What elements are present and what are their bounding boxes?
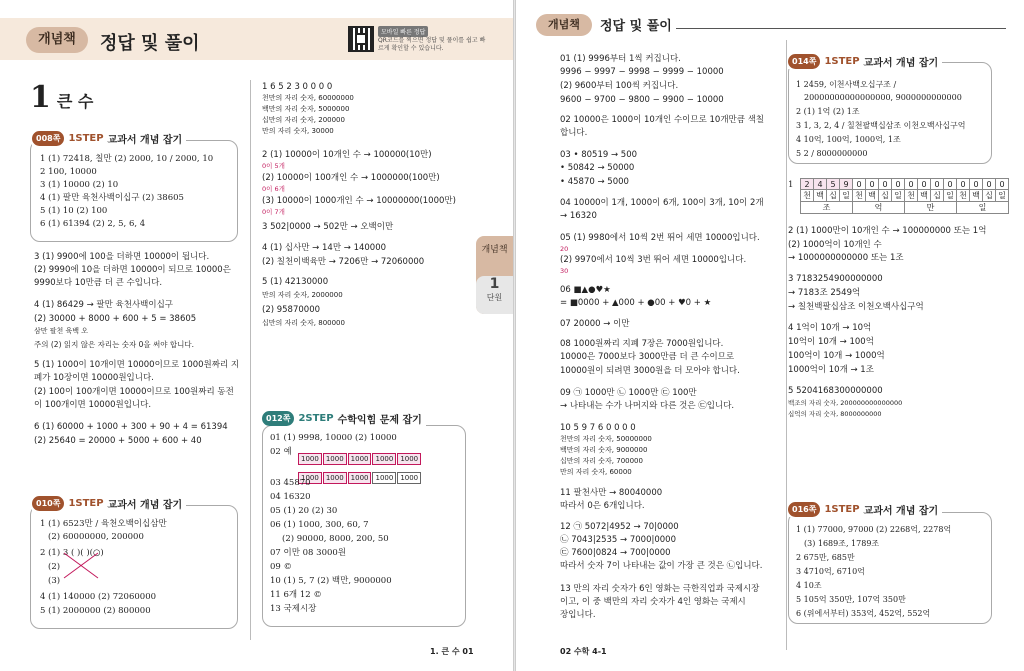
answer-line: 5 (1) 2000000 (2) 800000 (40, 606, 151, 616)
answer-line: 04 16320 (270, 492, 311, 502)
explanation-line: (2) 30000 + 8000 + 600 + 5 = 38605 (34, 314, 197, 324)
explanation-line: 9990보다 10만큼 더 큰 수입니다. (34, 278, 163, 288)
explanation-line: 백만의 자리 숫자, 9000000 (560, 446, 648, 454)
explanation-line: 10000원이 되려면 3000원을 더 모아야 합니다. (560, 366, 740, 376)
explanation-line: → 16320 (560, 211, 597, 221)
table-digit-cell: 2 (801, 179, 814, 190)
explanation-line: 10억이 10개 → 100억 (788, 337, 874, 347)
answer-line: 13 국제시장 (270, 604, 317, 614)
answer-line: 4 (1) 팔만 육천사백이십구 (2) 38605 (40, 193, 184, 203)
table-unit-cell: 일 (892, 190, 905, 202)
section-title (30, 80, 93, 115)
column-divider (250, 80, 251, 640)
explanation-line: 09 ㉠ 1000만 ㉡ 1000만 ㉢ 100만 (560, 388, 697, 398)
answer-line: 11 6개 12 © (270, 590, 322, 600)
page-badge: 014쪽 (788, 54, 820, 69)
cell: 1000 (397, 453, 421, 465)
table-group-cell: 만 (905, 202, 957, 214)
explanation-line: 만의 자리 숫자, 30000 (262, 127, 334, 135)
answer-line: 05 (1) 20 (2) 30 (270, 506, 338, 516)
table-group-cell: 억 (853, 202, 905, 214)
chapter-number-tab[interactable] (476, 276, 513, 314)
explanation-line: → 1000000000000 또는 1조 (788, 253, 904, 263)
explanation-line: → 나타내는 수가 나머지와 다른 것은 ㉢입니다. (560, 401, 735, 411)
page-badge: 008쪽 (32, 131, 64, 146)
explanation-line: (2) 1000억이 10개인 수 (788, 240, 882, 250)
explanation-line: 20 (560, 245, 569, 253)
table-unit-cell: 천 (853, 190, 866, 202)
explanation-line: 십만의 자리 숫자, 200000 (262, 116, 345, 124)
cell: 1000 (298, 472, 322, 484)
answer-line: 4 10억, 100억, 1000억, 1조 (796, 135, 901, 144)
step-label: 1STEP (824, 56, 860, 67)
qr-badge: 모바일 빠른 정답 (378, 26, 428, 37)
explanation-line: 6 (1) 60000 + 1000 + 300 + 90 + 4 = 61394 (34, 422, 228, 432)
cell: 1000 (348, 472, 372, 484)
explanation-line: 4 1억이 10개 → 10억 (788, 323, 872, 333)
table-group-cell: 일 (957, 202, 1009, 214)
explanation-line: 3 502|0000 → 502만 → 오백이만 (262, 222, 394, 232)
answer-line: 1 (1) 6523만 / 육천오백이십삼만 (40, 519, 167, 529)
answer-line: 2 100, 10000 (40, 167, 97, 177)
table-digit-cell: 0 (944, 179, 957, 190)
explanation-line: 이 100개이면 10000원입니다. (34, 400, 152, 410)
explanation-line: 백조의 자리 숫자, 200000000000000 (788, 399, 903, 407)
explanation-line: 9600 − 9700 − 9800 − 9900 − 10000 (560, 95, 724, 105)
side-tab-label: 개념책 (481, 245, 508, 255)
explanation-line: 10000은 7000보다 3000만큼 더 큰 수이므로 (560, 352, 735, 362)
explanation-line: 0이 5개 (262, 162, 285, 170)
explanation-line: 3 (1) 9900에 100을 더하면 10000이 됩니다. (34, 252, 210, 262)
explanation-line: 따라서 0은 6개입니다. (560, 501, 645, 511)
table-unit-cell: 십 (827, 190, 840, 202)
explanation-line: 08 1000원짜리 지폐 7장은 7000원입니다. (560, 339, 724, 349)
table-unit-cell: 천 (801, 190, 814, 202)
side-tab-unit: 단원 (486, 293, 503, 302)
answer-line: 1 (1) 77000, 97000 (2) 2268억, 2278억 (796, 525, 952, 534)
box-title: 교과서 개념 잡기 (107, 500, 183, 511)
explanation-line: 1 6 5 2 3 0 0 0 0 (262, 82, 333, 92)
explanation-line: • 50842 → 50000 (560, 163, 635, 173)
table-digit-cell: 0 (957, 179, 970, 190)
table-digit-cell: 0 (853, 179, 866, 190)
answer-number: 1 (788, 180, 794, 190)
explanation-line: (2) 100이 100개이면 10000이므로 100원짜리 동전 (34, 387, 234, 397)
explanation-line: ㉡ 7043|2535 → 7000|0000 (560, 535, 676, 545)
table-unit-cell: 백 (970, 190, 983, 202)
page-badge: 010쪽 (32, 496, 64, 511)
concept-book-tag: 개념책 (536, 14, 592, 36)
explanation-line: 십만의 자리 숫자, 800000 (262, 319, 345, 327)
table-digit-cell: 0 (918, 179, 931, 190)
table-digit-cell: 0 (931, 179, 944, 190)
box-header (788, 54, 942, 69)
page-title: 정답 및 풀이 (600, 19, 672, 34)
explanation-line: 삼만 팔천 육백 오 (34, 327, 89, 335)
explanation-line: 이고, 이 중 백만의 자리 숫자가 4인 영화는 국제시 (560, 597, 746, 607)
note-line: 주의 (2) 읽지 않은 자리는 숫자 0을 써야 합니다. (34, 340, 195, 349)
answer-line: 6 (1) 61394 (2) 2, 5, 6, 4 (40, 219, 146, 229)
table-unit-cell: 일 (840, 190, 853, 202)
answer-line: 2 (1) 3 ( )( )(○) (40, 548, 104, 558)
explanation-line: 장입니다. (560, 610, 596, 620)
explanation-line: → 칠천백팔십삼조 이천오백사십구억 (788, 302, 924, 312)
explanation-line: 03 • 80519 → 500 (560, 150, 638, 160)
page-badge: 012쪽 (262, 411, 294, 426)
explanation-line: 따라서 숫자 7이 나타내는 값이 가장 큰 것은 ㉡입니다. (560, 561, 763, 571)
box-title: 수학익힘 문제 잡기 (337, 415, 422, 426)
box-title: 교과서 개념 잡기 (107, 135, 183, 146)
explanation-line: (2) 칠천이백육만 → 7206만 → 72060000 (262, 257, 425, 267)
explanation-line: 1000억이 10개 → 1조 (788, 365, 874, 375)
explanation-line: 합니다. (560, 128, 588, 138)
explanation-line: 5 5204168300000000 (788, 386, 883, 396)
explanation-line: 2 (1) 1000만이 10개인 수 → 100000000 또는 1억 (788, 226, 987, 236)
table-digit-cell: 0 (892, 179, 905, 190)
cell: 1000 (348, 453, 372, 465)
cell: 1000 (323, 453, 347, 465)
box-title: 교과서 개념 잡기 (863, 506, 939, 517)
table-unit-cell: 십 (879, 190, 892, 202)
side-tab-number: 1 (489, 276, 500, 292)
explanation-line: = ■0000 + ▲000 + ●00 + ♥0 + ★ (560, 298, 712, 308)
explanation-line: 10 5 9 7 6 0 0 0 0 (560, 423, 636, 433)
answer-line: 01 (1) 9998, 10000 (2) 10000 (270, 433, 397, 443)
page-footer: 1. 큰 수 01 (430, 647, 474, 656)
table-unit-cell: 천 (957, 190, 970, 202)
cell: 1000 (372, 472, 396, 484)
answer-line: 3 4710억, 6710억 (796, 567, 865, 576)
table-digit-cell: 4 (814, 179, 827, 190)
explanation-line: 십억의 자리 숫자, 8000000000 (788, 410, 882, 418)
table-unit-cell: 일 (944, 190, 957, 202)
table-digit-cell: 0 (970, 179, 983, 190)
title-rule (676, 28, 1006, 29)
answer-line: 07 이만 08 3000원 (270, 548, 347, 558)
table-unit-cell: 십 (931, 190, 944, 202)
answer-line: 10 (1) 5, 7 (2) 백만, 9000000 (270, 576, 392, 586)
answer-line: (2) (48, 562, 61, 572)
answer-line: 5 (1) 10 (2) 100 (40, 206, 108, 216)
explanation-line: 05 (1) 9980에서 10씩 2번 뛰어 세면 10000입니다. (560, 233, 760, 243)
column-divider (786, 40, 787, 650)
table-unit-cell: 백 (814, 190, 827, 202)
explanation-line: 07 20000 → 이만 (560, 319, 630, 329)
answer-line: (2) 90000, 8000, 200, 50 (282, 534, 389, 544)
explanation-line: 십만의 자리 숫자, 700000 (560, 457, 643, 465)
cells-grid (298, 446, 458, 484)
table-digit-cell: 9 (840, 179, 853, 190)
cell: 1000 (298, 453, 322, 465)
qr-code-icon[interactable] (348, 26, 374, 52)
cell: 1000 (323, 472, 347, 484)
explanation-line: (2) 95870000 (262, 305, 321, 315)
answer-line: 2 675만, 685만 (796, 553, 855, 562)
box-header (32, 131, 186, 146)
table-digit-cell: 0 (879, 179, 892, 190)
answer-line: 3 (1) 10000 (2) 10 (40, 180, 119, 190)
explanation-line: 천만의 자리 숫자, 50000000 (560, 435, 652, 443)
cell: 1000 (372, 453, 396, 465)
table-unit-cell: 백 (866, 190, 879, 202)
table-digit-cell: 0 (983, 179, 996, 190)
explanation-line: 11 팔천사만 → 80040000 (560, 488, 663, 498)
explanation-line: 폐가 10장이면 10000원입니다. (34, 373, 154, 383)
explanation-line: 0이 6개 (262, 185, 285, 193)
explanation-line: 4 (1) 십사만 → 14만 → 140000 (262, 243, 387, 253)
box-title: 교과서 개념 잡기 (863, 58, 939, 69)
explanation-line: • 45870 → 5000 (560, 177, 629, 187)
table-unit-cell: 일 (996, 190, 1009, 202)
table-unit-cell: 백 (918, 190, 931, 202)
explanation-line: 5 (1) 1000이 10개이면 10000이므로 1000원짜리 지 (34, 360, 240, 370)
table-unit-cell: 십 (983, 190, 996, 202)
answer-line: (3) (48, 576, 61, 586)
page-badge: 016쪽 (788, 502, 820, 517)
step-label: 2STEP (298, 413, 334, 424)
explanation-line: 만의 자리 숫자, 60000 (560, 468, 632, 476)
table-digit-cell: 0 (866, 179, 879, 190)
cell: 1000 (397, 472, 421, 484)
answer-line: (3) 1689조, 1789조 (804, 539, 880, 548)
place-value-table (800, 178, 1009, 214)
explanation-line: (2) 10000이 100개인 수 → 1000000(100만) (262, 173, 440, 183)
explanation-line: 04 10000이 1개, 1000이 6개, 100이 3개, 10이 2개 (560, 198, 764, 208)
page-footer: 02 수학 4-1 (560, 647, 607, 656)
box-header (262, 411, 426, 426)
answer-line: 20000000000000000, 9000000000000 (804, 93, 962, 102)
explanation-line: 0이 7개 (262, 208, 285, 216)
explanation-line: 06 ■▲●♥★ (560, 285, 611, 295)
explanation-line: 13 만의 자리 숫자가 6인 영화는 극한직업과 국제시장 (560, 584, 760, 594)
explanation-line: 만의 자리 숫자, 2000000 (262, 291, 343, 299)
qr-description: QR코드를 찍으면 정답 및 풀이를 쉽고 빠르게 확인할 수 있습니다. (378, 37, 486, 52)
step-label: 1STEP (824, 504, 860, 515)
answer-line: 02 예 (270, 447, 292, 457)
explanation-line: 5 (1) 42130000 (262, 277, 329, 287)
box-header (32, 496, 186, 511)
table-digit-cell: 0 (905, 179, 918, 190)
step-label: 1STEP (68, 498, 104, 509)
explanation-line: 9996 − 9997 − 9998 − 9999 − 10000 (560, 67, 724, 77)
explanation-line: 백만의 자리 숫자, 5000000 (262, 105, 350, 113)
table-digit-cell: 5 (827, 179, 840, 190)
explanation-line: (2) 25640 = 20000 + 5000 + 600 + 40 (34, 436, 202, 446)
answer-line: 5 2 / 8000000000 (796, 149, 868, 158)
step-label: 1STEP (68, 133, 104, 144)
explanation-line: (2) 9600부터 100씩 커집니다. (560, 81, 679, 91)
explanation-line: 02 10000은 1000이 10개인 수이므로 10개만큼 색칠 (560, 115, 765, 125)
table-group-cell: 조 (801, 202, 853, 214)
answer-line: 09 © (270, 562, 293, 572)
explanation-line: 12 ㉠ 5072|4952 → 70|0000 (560, 522, 679, 532)
answer-line: 2 (1) 1억 (2) 1조 (796, 107, 860, 116)
explanation-line: → 7183조 2549억 (788, 288, 861, 298)
explanation-line: (3) 10000이 1000개인 수 → 10000000(1000만) (262, 196, 456, 206)
explanation-line: ㉢ 7600|0824 → 700|0000 (560, 548, 671, 558)
answer-line: 4 10조 (796, 581, 822, 590)
answer-line: 1 2459, 이천사백오십구조 / (796, 80, 897, 89)
box-header (788, 502, 942, 517)
concept-book-tag: 개념책 (26, 27, 88, 53)
matching-lines (62, 550, 102, 582)
explanation-line: 4 (1) 86429 → 팔만 육천사백이십구 (34, 300, 174, 310)
explanation-line: 01 (1) 9996부터 1씩 커집니다. (560, 54, 681, 64)
answer-line: 03 45870 (270, 478, 311, 488)
explanation-line: 천만의 자리 숫자, 60000000 (262, 94, 354, 102)
explanation-line: (2) 9970에서 10씩 3번 뛰어 세면 10000입니다. (560, 255, 747, 265)
table-digit-cell: 0 (996, 179, 1009, 190)
explanation-line: (2) 9990에 10을 더하면 10000이 되므로 10000은 (34, 265, 231, 275)
explanation-line: 3 7183254900000000 (788, 274, 883, 284)
answer-line: 06 (1) 1000, 300, 60, 7 (270, 520, 369, 530)
page-title: 정답 및 풀이 (100, 33, 200, 54)
answer-line: 3 1, 3, 2, 4 / 칠천팔백십삼조 이천오백사십구억 (796, 121, 966, 130)
answer-line: 1 (1) 72418, 칠만 (2) 2000, 10 / 2000, 10 (40, 154, 214, 164)
explanation-line: 2 (1) 10000이 10개인 수 → 100000(10만) (262, 150, 432, 160)
section-number: 1 (30, 80, 51, 115)
answer-line: 5 105억 350만, 107억 350만 (796, 595, 906, 604)
answer-line: 6 (위에서부터) 353억, 452억, 552억 (796, 609, 931, 618)
table-unit-cell: 천 (905, 190, 918, 202)
section-name: 큰 수 (56, 92, 94, 111)
explanation-line: 100억이 10개 → 1000억 (788, 351, 885, 361)
explanation-line: 30 (560, 267, 569, 275)
answer-line: 4 (1) 140000 (2) 72060000 (40, 592, 157, 602)
answer-line: (2) 60000000, 200000 (48, 532, 144, 542)
